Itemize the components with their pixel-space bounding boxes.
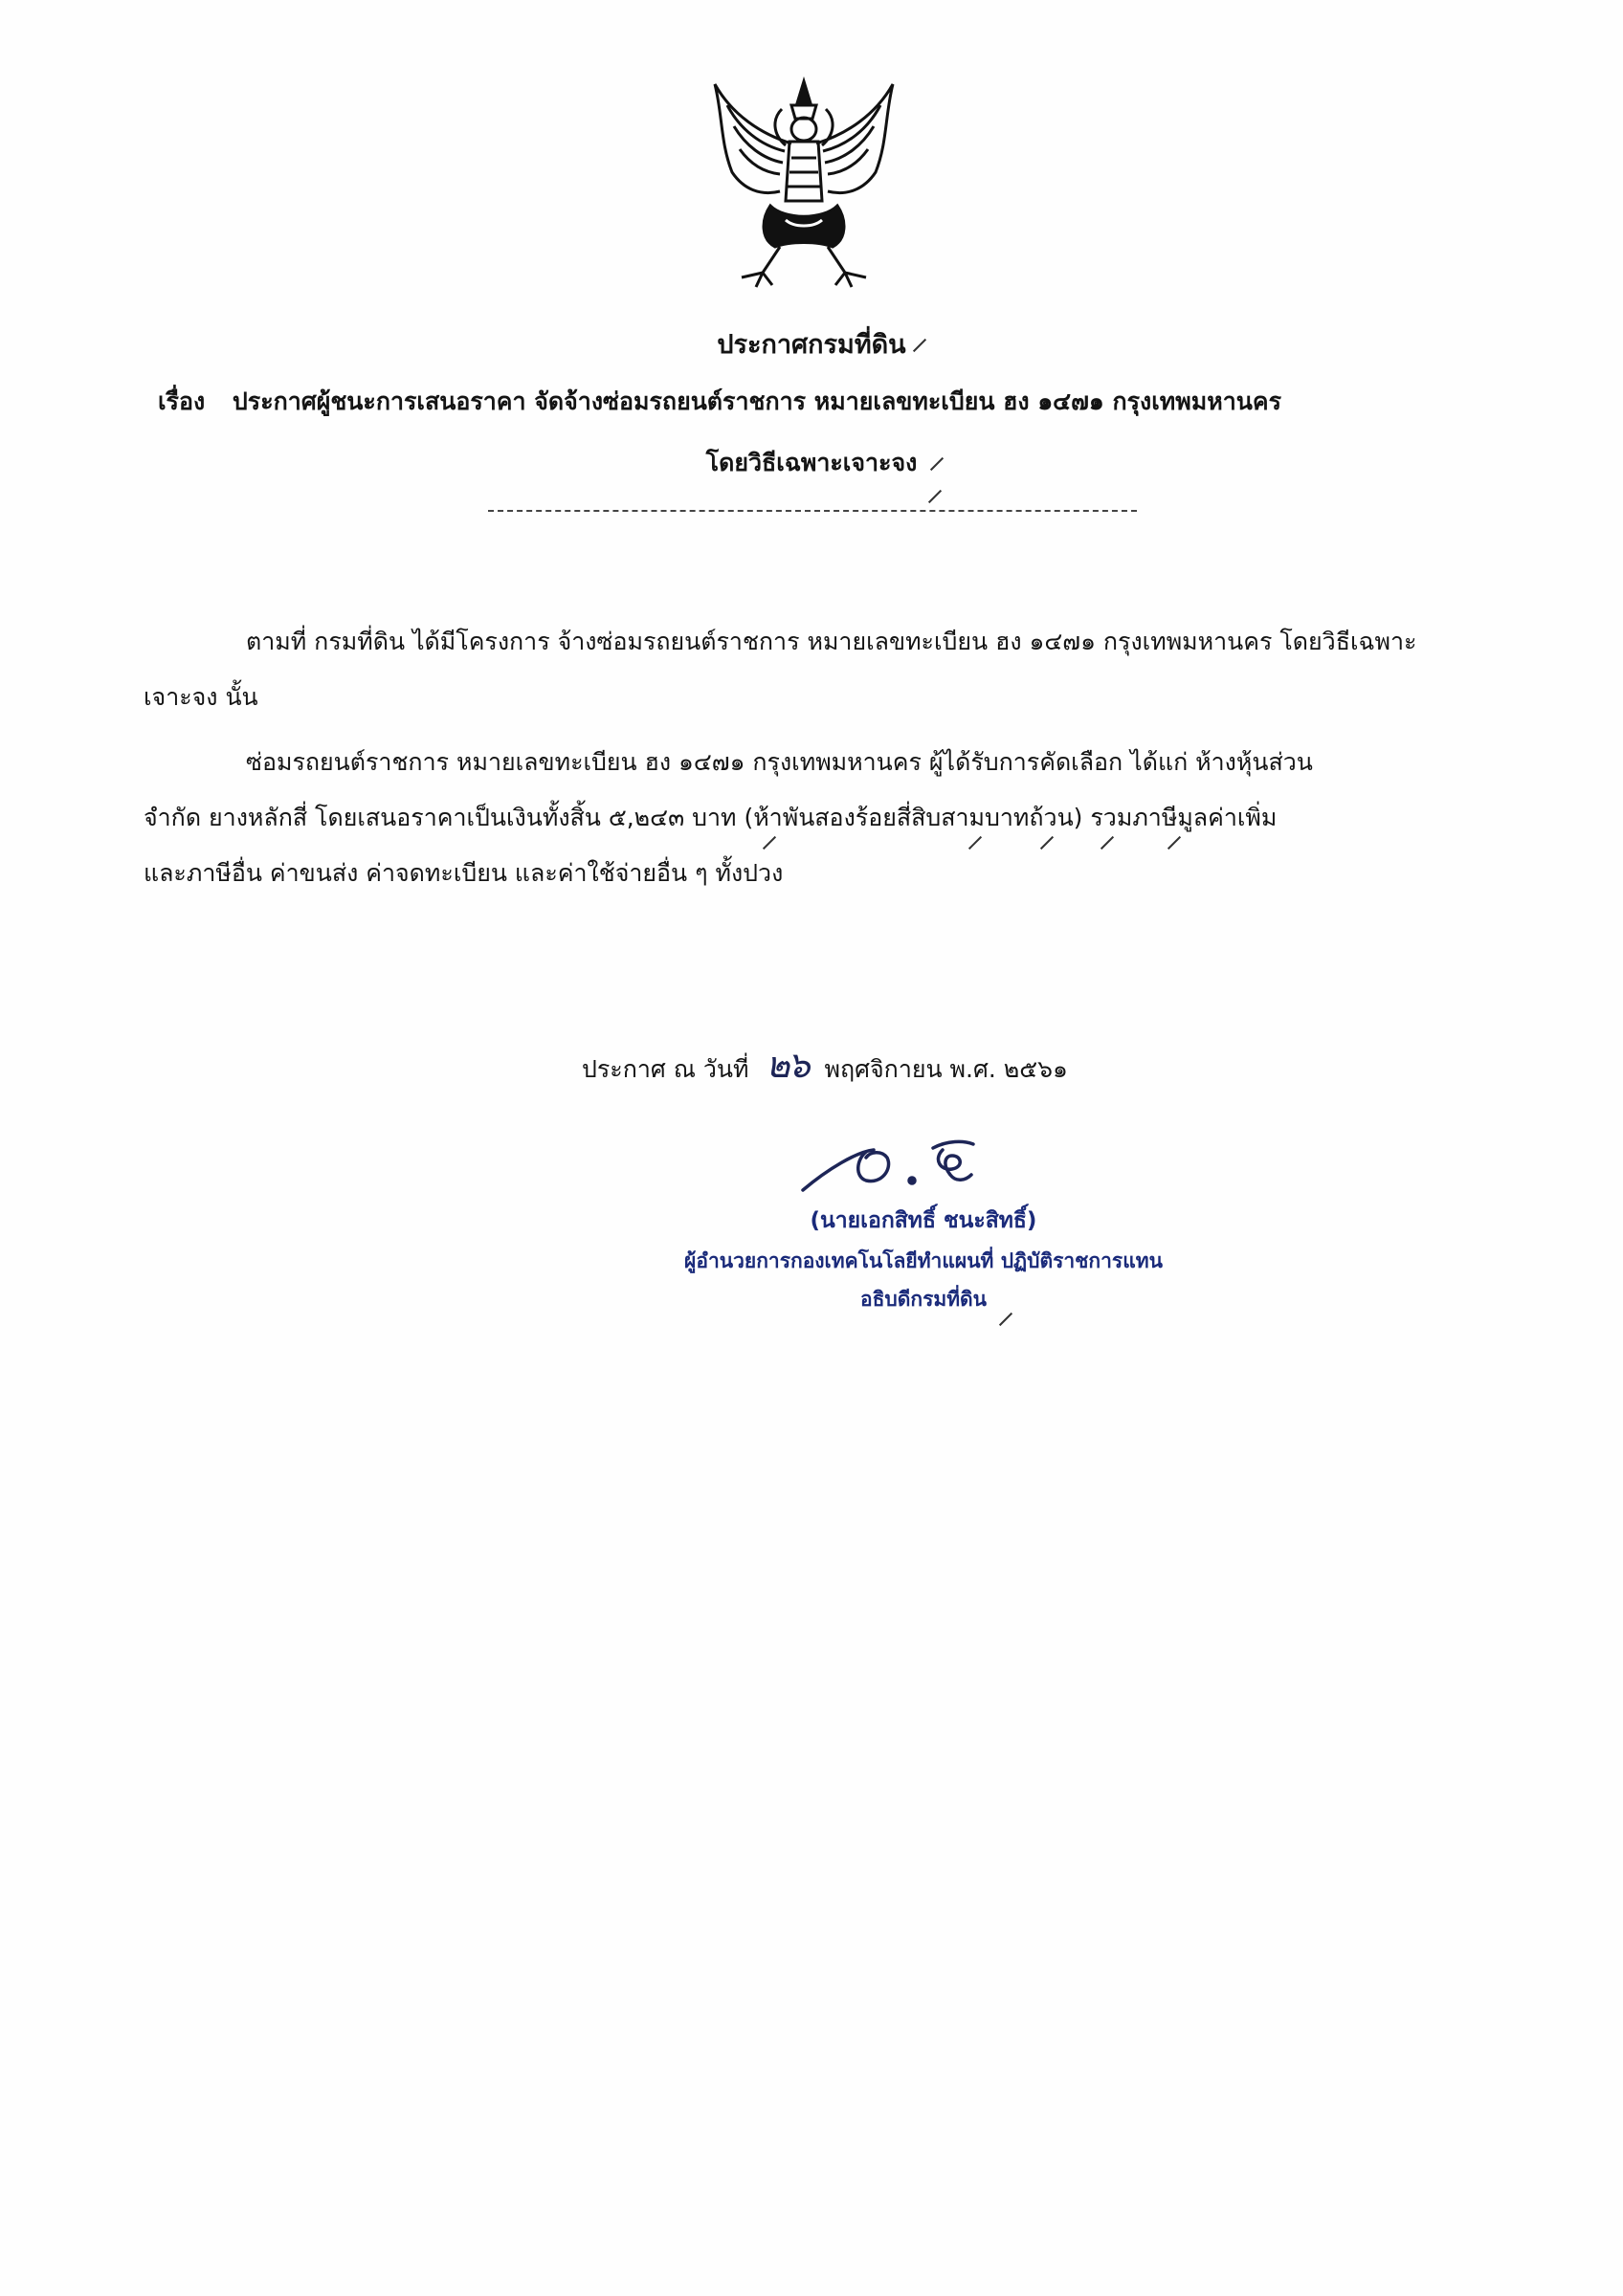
paragraph2-line3: และภาษีอื่น ค่าขนส่ง ค่าจดทะเบียน และค่าใช้จ่ายอื่น ๆ ทั้งปวง: [144, 859, 784, 887]
initial-mark: [928, 490, 942, 503]
signer-position-line1: ผู้อำนวยการกองเทคโนโลยีทำแผนที่ ปฏิบัติราชการแทน: [684, 1249, 1163, 1272]
subject-heading: [158, 383, 1281, 421]
signer-name: (นายเอกสิทธิ์ ชนะสิทธิ์): [810, 1208, 1037, 1233]
divider-dashed: [488, 510, 1137, 512]
announcement-title: ประกาศกรมที่ดิน: [717, 330, 906, 360]
subject-label: เรื่อง: [158, 387, 206, 415]
paragraph1-line2: เจาะจง นั้น: [144, 683, 258, 711]
paragraph2-line1: ซ่อมรถยนต์ราชการ หมายเลขทะเบียน ฮง ๑๔๗๑ กรุงเทพมหานคร ผู้ได้รับการคัดเลือก ได้แก่ ห้างหุ้นส่วน: [246, 748, 1313, 776]
handwritten-signature: [799, 1131, 1000, 1207]
signer-position-line2: อธิบดีกรมที่ดิน: [859, 1288, 988, 1311]
subject-text-line2: โดยวิธีเฉพาะเจาะจง: [705, 449, 918, 476]
date-day-handwritten: ๒๖: [766, 1044, 808, 1086]
paragraph1-line1: ตามที่ กรมที่ดิน ได้มีโครงการ จ้างซ่อมรถยนต์ราชการ หมายเลขทะเบียน ฮง ๑๔๗๑ กรุงเทพมหานคร โดยวิธีเฉพาะ: [246, 628, 1417, 655]
paragraph2-line2: จำกัด ยางหลักสี่ โดยเสนอราคาเป็นเงินทั้งสิ้น ๕,๒๔๓ บาท (ห้าพันสองร้อยสี่สิบสามบาทถ้วน) รวมภาษีมูลค่าเพิ่ม: [144, 804, 1278, 831]
garuda-emblem-icon: [703, 77, 904, 292]
subject-text-line1: ประกาศผู้ชนะการเสนอราคา จัดจ้างซ่อมรถยนต์ราชการ หมายเลขทะเบียน ฮง ๑๔๗๑ กรุงเทพมหานคร: [232, 387, 1281, 415]
announcement-date: [582, 1035, 1068, 1093]
date-month-year: พฤศจิกายน พ.ศ. ๒๕๖๑: [824, 1055, 1068, 1083]
date-prefix: ประกาศ ณ วันที่: [582, 1055, 749, 1083]
